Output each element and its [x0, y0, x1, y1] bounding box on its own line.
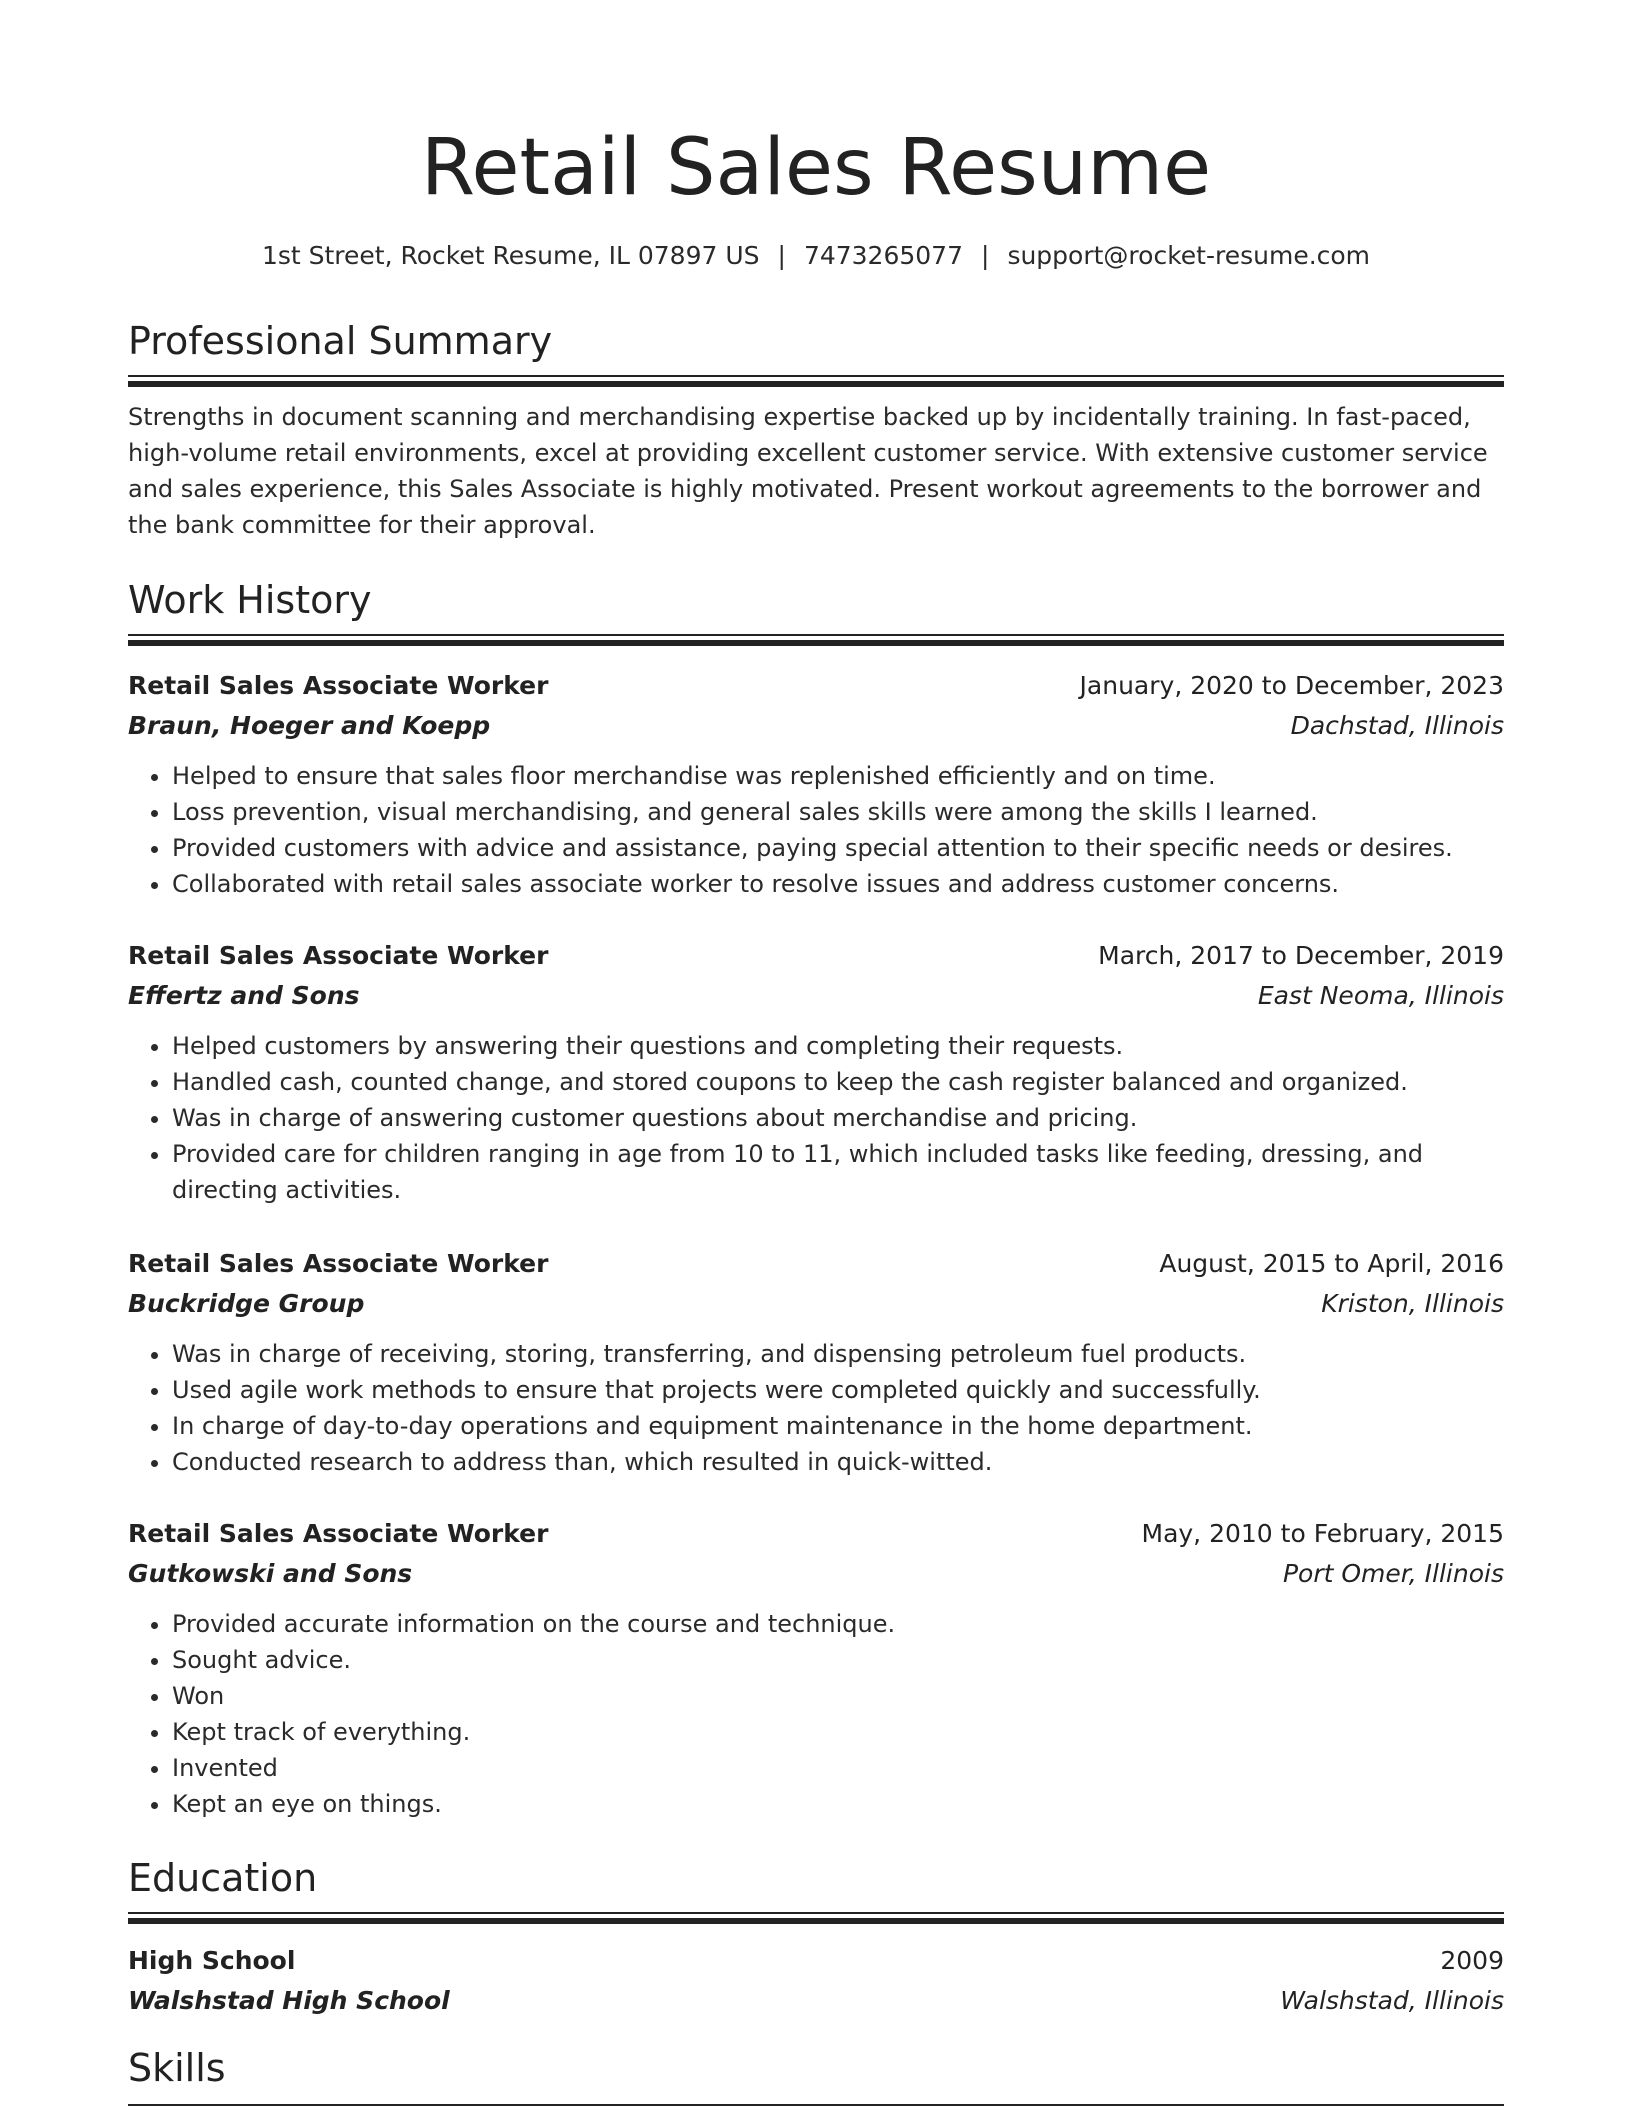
list-item: • Invented [172, 1750, 1504, 1786]
list-item: • Helped to ensure that sales floor merchandise was replenished efficiently and on time. [172, 758, 1504, 794]
education-school: Walshstad High School [128, 1986, 450, 2015]
contact-separator: | [981, 241, 990, 270]
job-entry [128, 1244, 1504, 1480]
contact-phone: 7473265077 [803, 241, 963, 270]
list-item: • Conducted research to address than, which resulted in quick-witted. [172, 1444, 1504, 1480]
list-item: • Provided accurate information on the course and technique. [172, 1606, 1504, 1642]
list-item: • Won [172, 1678, 1504, 1714]
list-item: • Collaborated with retail sales associate worker to resolve issues and address customer concerns. [172, 866, 1504, 902]
job-title: Retail Sales Associate Worker [128, 671, 549, 700]
job-company: Braun, Hoeger and Koepp [128, 711, 491, 740]
section-divider [128, 1912, 1504, 1924]
job-bullets [128, 1606, 1504, 1822]
job-dates: March, 2017 to December, 2019 [1098, 941, 1504, 970]
list-item: • Helped customers by answering their questions and completing their requests. [172, 1028, 1504, 1064]
work-history-section [128, 572, 1504, 646]
education-degree: High School [128, 1946, 296, 1975]
job-location: Dachstad, Illinois [1290, 711, 1504, 740]
section-divider [128, 2104, 1504, 2106]
skills-section [128, 2040, 1504, 2106]
education-section [128, 1850, 1504, 1924]
education-entry [128, 1941, 1504, 2021]
education-year: 2009 [1440, 1946, 1504, 1975]
job-bullets [128, 1336, 1504, 1480]
job-entry [128, 666, 1504, 902]
job-entry [128, 936, 1504, 1208]
job-bullets [128, 758, 1504, 902]
list-item: • Sought advice. [172, 1642, 1504, 1678]
contact-separator: | [777, 241, 786, 270]
work-history-heading: Work History [128, 578, 372, 622]
job-company: Gutkowski and Sons [128, 1559, 413, 1588]
summary-heading: Professional Summary [128, 319, 553, 363]
section-divider [128, 634, 1504, 646]
resume-title: Retail Sales Resume [420, 123, 1212, 213]
job-location: Port Omer, Illinois [1282, 1559, 1504, 1588]
section-divider [128, 375, 1504, 387]
job-title: Retail Sales Associate Worker [128, 941, 549, 970]
job-bullets [128, 1028, 1504, 1208]
list-item: • Was in charge of receiving, storing, transferring, and dispensing petroleum fuel products. [172, 1336, 1504, 1372]
job-title: Retail Sales Associate Worker [128, 1519, 549, 1548]
skills-heading: Skills [128, 2046, 226, 2090]
job-dates: August, 2015 to April, 2016 [1159, 1249, 1504, 1278]
job-location: Kriston, Illinois [1321, 1289, 1504, 1318]
job-company: Effertz and Sons [128, 981, 360, 1010]
job-entry [128, 1514, 1504, 1822]
education-location: Walshstad, Illinois [1280, 1986, 1504, 2015]
list-item: • Kept an eye on things. [172, 1786, 1504, 1822]
list-item: • Provided customers with advice and assistance, paying special attention to their specific needs or desires. [172, 830, 1504, 866]
list-item: • Provided care for children ranging in age from 10 to 11, which included tasks like feeding, dressing, and directing activities. [172, 1136, 1504, 1208]
contact-email[interactable]: support@rocket-resume.com [1007, 241, 1371, 270]
list-item: • Kept track of everything. [172, 1714, 1504, 1750]
education-heading: Education [128, 1856, 318, 1900]
summary-section [128, 313, 1504, 543]
list-item: • Loss prevention, visual merchandising, and general sales skills were among the skills I learned. [172, 794, 1504, 830]
job-dates: January, 2020 to December, 2023 [1079, 671, 1504, 700]
contact-line [128, 236, 1504, 276]
job-company: Buckridge Group [128, 1289, 365, 1318]
contact-address: 1st Street, Rocket Resume, IL 07897 US [261, 241, 760, 270]
job-location: East Neoma, Illinois [1257, 981, 1504, 1010]
job-dates: May, 2010 to February, 2015 [1141, 1519, 1504, 1548]
list-item: • In charge of day-to-day operations and equipment maintenance in the home department. [172, 1408, 1504, 1444]
list-item: • Used agile work methods to ensure that projects were completed quickly and successfully. [172, 1372, 1504, 1408]
list-item: • Was in charge of answering customer questions about merchandise and pricing. [172, 1100, 1504, 1136]
list-item: • Handled cash, counted change, and stored coupons to keep the cash register balanced and organized. [172, 1064, 1504, 1100]
job-title: Retail Sales Associate Worker [128, 1249, 549, 1278]
summary-text: Strengths in document scanning and merchandising expertise backed up by incidentally training. In fast-paced, high-volume retail environments, excel at providing excellent customer service. With extensive customer service and sales experience, this Sales Associate is highly motivated. Present workout agreements to the borrower and the bank committee for their approval. [128, 403, 1488, 539]
